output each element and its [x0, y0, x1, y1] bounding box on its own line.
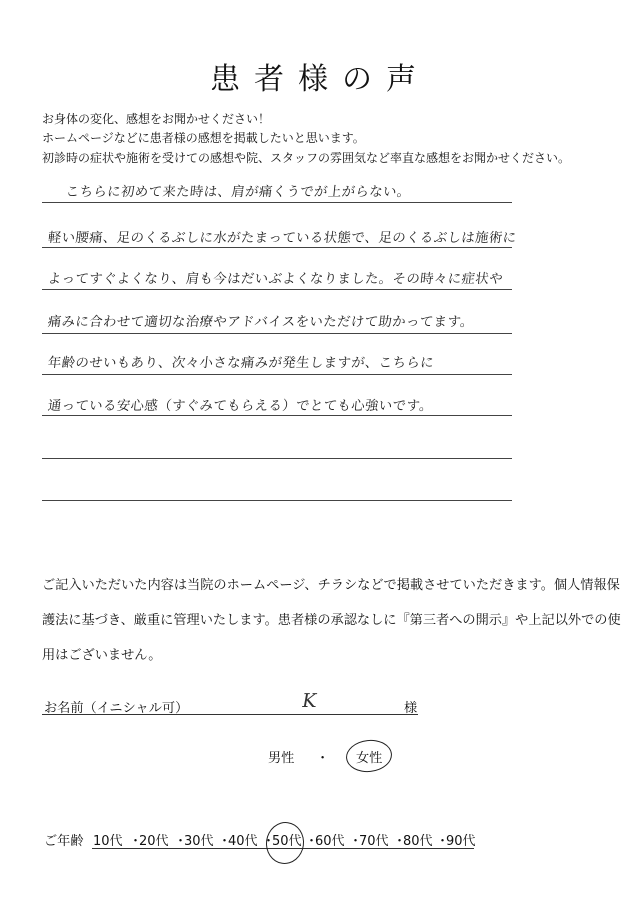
comment-text-1: こちらに初めて来た時は、肩が痛くうでが上がらない。	[65, 185, 412, 200]
gender-female[interactable]: 女性	[356, 751, 383, 766]
intro-line-1: お身体の変化、感想をお聞かせください！	[42, 112, 271, 126]
age-option-10[interactable]: 10代	[93, 834, 123, 849]
age-option-20[interactable]: 20代	[139, 834, 169, 849]
comment-line-5	[42, 374, 512, 375]
gender-separator: ・	[316, 751, 330, 766]
name-underline	[42, 714, 418, 715]
comment-text-2: 軽い腰痛、足のくるぶしに水がたまっている状態で、足のくるぶしは施術に	[47, 231, 518, 246]
comment-text-4: 痛みに合わせて適切な治療やアドバイスをいただけて助かってます。	[47, 315, 475, 330]
age-sep-5: ・	[305, 834, 319, 849]
age-selected-circle	[263, 820, 306, 867]
name-suffix: 様	[404, 701, 418, 716]
age-sep-7: ・	[393, 834, 407, 849]
age-option-70[interactable]: 70代	[359, 834, 389, 849]
intro-line-2: ホームページなどに患者様の感想を掲載したいと思います。	[42, 131, 365, 145]
page-title: 患者様の声	[210, 62, 430, 97]
comment-line-4	[42, 333, 512, 334]
comment-text-3: よってすぐよくなり、肩も今はだいぶよくなりました。その時々に症状や	[47, 272, 504, 287]
name-value[interactable]: K	[300, 690, 319, 712]
comment-line-2	[42, 247, 512, 248]
comment-line-1	[42, 202, 512, 203]
age-label: ご年齢	[44, 834, 84, 849]
privacy-notice-3: 用はございません。	[42, 648, 162, 663]
age-option-40[interactable]: 40代	[228, 834, 258, 849]
age-sep-3: ・	[218, 834, 232, 849]
comment-line-8	[42, 500, 512, 501]
age-sep-8: ・	[436, 834, 450, 849]
name-label: お名前（イニシャル可）	[44, 701, 189, 716]
age-sep-2: ・	[174, 834, 188, 849]
age-sep-4: ・	[262, 834, 276, 849]
gender-selected-circle	[344, 738, 393, 775]
age-option-80[interactable]: 80代	[403, 834, 433, 849]
comment-line-3	[42, 289, 512, 290]
comment-line-6	[42, 415, 512, 416]
age-option-30[interactable]: 30代	[184, 834, 214, 849]
privacy-notice-1: ご記入いただいた内容は当院のホームページ、チラシなどで掲載させていただきます。個人情報保	[42, 578, 620, 593]
age-sep-1: ・	[129, 834, 143, 849]
age-option-50[interactable]: 50代	[272, 834, 302, 849]
gender-male[interactable]: 男性	[268, 751, 295, 766]
privacy-notice-2: 護法に基づき、厳重に管理いたします。患者様の承認なしに『第三者への開示』や上記以外での使	[42, 613, 621, 628]
comment-text-6: 通っている安心感（すぐみてもらえる）でとても心強いです。	[47, 399, 434, 414]
age-option-60[interactable]: 60代	[315, 834, 345, 849]
comment-text-5: 年齢のせいもあり、次々小さな痛みが発生しますが、こちらに	[47, 356, 435, 371]
comment-line-7	[42, 458, 512, 459]
age-sep-6: ・	[349, 834, 363, 849]
age-option-90[interactable]: 90代	[446, 834, 476, 849]
intro-line-3: 初診時の症状や施術を受けての感想や院、スタッフの雰囲気など率直な感想をお聞かせください。	[42, 151, 571, 165]
